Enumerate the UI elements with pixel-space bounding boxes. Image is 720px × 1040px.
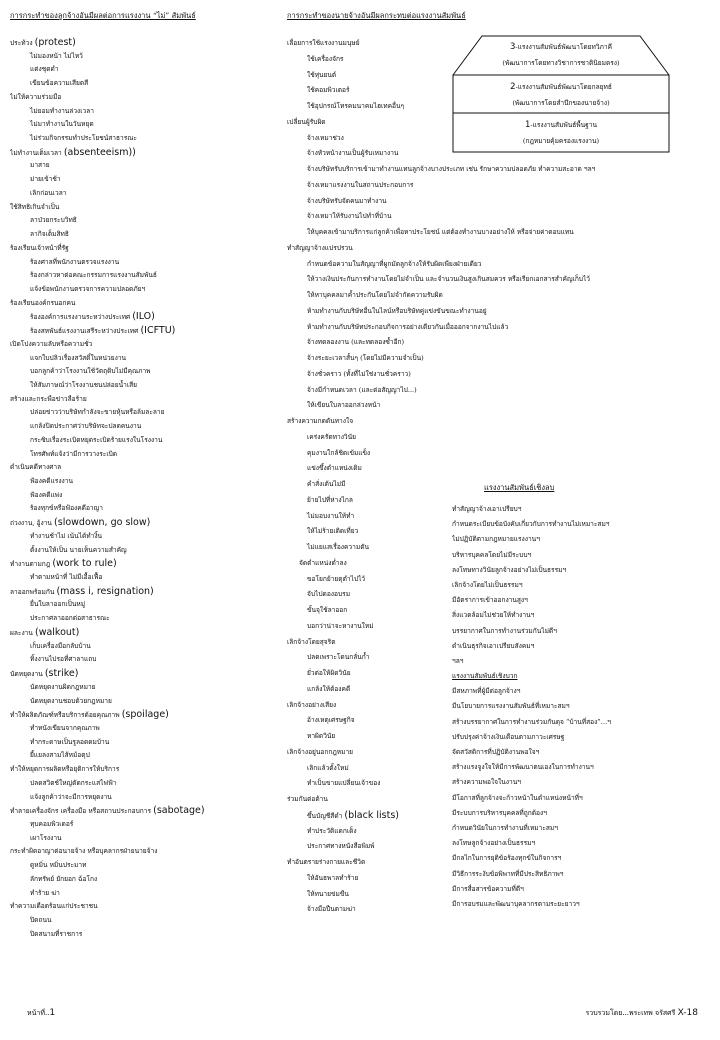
employee-action-text: ฟ้องคดีแรงงาน	[30, 477, 73, 485]
employee-action-item	[10, 63, 280, 77]
employee-action-text: ตั้งงานให้เป็น นายเห็นความสำคัญ	[30, 545, 127, 554]
employer-action-text: เลิกจ้างอยู่นอกกฎหมาย	[287, 747, 354, 756]
employee-action-heading	[10, 461, 280, 475]
employee-action-item	[10, 159, 280, 173]
employee-action-item	[10, 365, 280, 379]
employee-action-text: สร้างและกระพือข่าวลือร้าย	[10, 394, 87, 403]
employee-action-heading	[10, 338, 280, 352]
employee-action-heading	[10, 516, 280, 530]
employer-action-text: แกล้งให้ต้องคดี	[307, 684, 351, 693]
employer-action-text: หาผิดวินัย	[307, 732, 336, 740]
negative-relation-item: ฯลฯ	[452, 656, 464, 665]
employee-action-text: แกล้งปิดประกาศว่าบริษัทจะปลดคนงาน	[30, 422, 142, 431]
employer-action-item	[287, 461, 720, 477]
employee-action-text: ทุบคอมพิวเตอร์	[30, 819, 74, 828]
positive-relation-item: มีนโยบายการแรงงานสัมพันธ์ที่เหมาะสมฯ	[452, 702, 570, 711]
pyramid-level-2-title: -แรงงานสัมพันธ์พัฒนาโดยกลยุทธ์	[515, 83, 612, 91]
employee-action-item	[10, 791, 280, 805]
employer-action-text: ทำสัญญาจ้างแปรปรวน	[287, 243, 353, 252]
employee-action-heading	[10, 845, 280, 859]
employer-action-text: จ้างมือปืนตามฆ่า	[307, 905, 356, 914]
employee-action-english-term: (slowdown, go slow)	[54, 517, 151, 529]
employer-action-text: ให้อันธพาลทำร้าย	[307, 873, 359, 882]
employee-action-english-term: (protest)	[34, 37, 76, 48]
positive-relation-item: มีระบบการบริหารบุคคลที่ถูกต้องฯ	[452, 808, 547, 817]
employer-action-item	[287, 367, 720, 383]
employee-action-item	[10, 530, 280, 544]
employer-action-item	[287, 209, 720, 225]
employee-action-text: กระซิบเรื่องระเบิดหยุดระเบิดร้ายแรงในโรงงาน	[30, 435, 163, 444]
positive-relation-item: มีการสื่อสารข้อความที่ดีฯ	[452, 884, 524, 893]
positive-relation-item: กำหนดวินัยในการทำงานที่เหมาะสมฯ	[452, 823, 558, 832]
employer-action-item	[287, 383, 720, 399]
pyramid-level-3-number: 3	[509, 42, 516, 52]
employer-action-text: ปลดเพราะโดนกลั่นก้ำ	[307, 653, 370, 662]
pyramid-level-2	[452, 81, 670, 108]
relations-column	[452, 482, 702, 912]
employee-action-text: ลักทรัพย์ ยักยอก ฉ้อโกง	[30, 874, 98, 883]
employee-action-text: ร้องทุกข์หรือฟ้องคดีอาญา	[30, 504, 103, 513]
employer-action-item	[287, 257, 720, 273]
employee-action-text: ทำหนังเขียนจากคุณภาพ	[30, 723, 100, 732]
employee-action-item	[10, 187, 280, 201]
employer-action-text: ให้เขียนใบลาออกล่วงหน้า	[307, 401, 381, 410]
employee-action-item	[10, 256, 280, 270]
employer-action-text: คำสั่งเต้นไม่มี	[307, 480, 346, 488]
positive-relation-item: มีกลไกในการยุติข้อร้องทุกข์ในกิจการฯ	[452, 854, 562, 863]
employee-action-item	[10, 873, 280, 887]
employer-action-text: ขอโยกย้ายตุตำไปไว้	[307, 574, 366, 583]
employee-action-item	[10, 132, 280, 146]
positive-relations-title: แรงงานสัมพันธ์เชิงบวก	[452, 672, 518, 681]
employer-action-text: ให้บุคคลเข้ามาบริการแก่ลูกค้าเพื่อหาประโยชน์ แต่ต้องทำงานบางอย่างให้ หรือจ่ายค่าตอบแทน	[307, 228, 574, 236]
employee-action-text: ม่ายเข้าช้า	[30, 175, 61, 184]
pyramid-level-1-subtitle: (กฎหมายคุ้มครองแรงงาน)	[522, 137, 600, 145]
employee-action-item	[10, 406, 280, 420]
employee-action-text: ร้องศาลที่พนักงานตรวจแรงงาน	[30, 257, 120, 266]
employee-action-text: ร้องเรียนเจ้าหน้าที่รัฐ	[10, 243, 69, 252]
employee-action-item	[10, 832, 280, 846]
employee-action-item	[10, 118, 280, 132]
compiler-credit	[586, 1008, 699, 1019]
positive-relation-item: สร้างความพอใจในงานฯ	[452, 778, 521, 787]
employee-action-text: ไม่ร่วมกิจกรรมทำประโยชน์สาธารณะ	[30, 134, 137, 143]
employee-action-text: ให้สัมภาษณ์ว่าโรงงานชนปล่อยน้ำเสีย	[30, 380, 137, 389]
pyramid-level-3-subtitle: (พัฒนาการโดยทางวิชาการชาตินิยมตรง)	[502, 59, 620, 67]
employer-action-text: ทำเป็นขายแปลี่ยนเจ้าของ	[307, 779, 381, 788]
employer-action-text: เลิกแล้วตั้งใหม่	[307, 763, 349, 772]
employee-action-item	[10, 859, 280, 873]
employee-action-text: ไม่ยอมทำงานล่วงเวลา	[30, 106, 94, 115]
employee-action-heading	[10, 297, 280, 311]
employer-action-text: จ้างเหมาให้รับงานไปทำที่บ้าน	[307, 212, 392, 221]
employee-action-item	[10, 173, 280, 187]
employer-action-text: ย้ายไปที่ห่างไกล	[307, 495, 353, 504]
employer-action-text: เลิกจ้างโดยสุจริต	[287, 637, 336, 646]
negative-relation-item: บริหารบุคคลโดยไม่มีระบบฯ	[452, 550, 532, 559]
employee-action-item	[10, 502, 280, 516]
employee-action-item	[10, 475, 280, 489]
page-number-value: 1	[49, 1008, 56, 1018]
employee-action-item	[10, 887, 280, 901]
employee-action-item	[10, 214, 280, 228]
positive-relation-item: มีการอบรมและพัฒนาบุคลากรตามระยะยาวฯ	[452, 899, 580, 908]
negative-relation-item: ลงโทษทางวินัยลูกจ้างอย่างไม่เป็นธรรมฯ	[452, 565, 567, 574]
employee-action-text: ทำตามหน้าที่ ไม่มีเอื้อเฟื้อ	[30, 573, 103, 582]
employer-action-text: จับไปดองอบรม	[307, 590, 351, 599]
employer-action-text: คุมงานใกล้ชิดเข้มแข็ง	[307, 448, 371, 457]
employee-action-text: ร้องกล่าวหาต่อคณะกรรมการแรงงานสัมพันธ์	[30, 271, 157, 280]
employer-action-item	[287, 178, 720, 194]
pyramid-level-3	[452, 41, 670, 68]
employer-action-text: จ้างชั่วคราว (ทั้งที่ไม่ใช่งานชั่วคราว)	[307, 369, 411, 378]
employee-action-heading	[10, 708, 280, 722]
employee-action-heading	[10, 626, 280, 640]
employee-action-item	[10, 544, 280, 558]
employer-action-text: จ้างทดลองงาน (และทดลองซ้ำอีก)	[307, 338, 405, 347]
employer-action-text: ใช้หุ่นยนต์	[307, 70, 337, 79]
employer-action-item	[287, 304, 720, 320]
pyramid-level-2-number: 2	[510, 82, 516, 92]
employee-action-heading	[10, 667, 280, 681]
employer-actions-title: การกระทำของนายจ้างอันมีผลกระทบต่อแรงงานสัมพันธ์	[287, 11, 466, 20]
employee-action-text: ทำให้ผลิตภัณฑ์หรือบริการด้อยคุณภาพ	[10, 711, 120, 720]
employer-action-text: บอกว่าน่าจะหางานใหม่	[307, 621, 374, 630]
employee-action-text: ปลดสวิตช์ใหญ่ตัดกระแสไฟฟ้า	[30, 778, 117, 787]
employer-action-english-term: (black lists)	[344, 809, 399, 821]
employer-action-item	[287, 398, 720, 414]
employee-action-heading	[10, 557, 280, 571]
employee-action-item	[10, 228, 280, 242]
employer-action-item	[287, 288, 720, 304]
employer-action-text: ให้ไม่ร้ายเติดเที่ยว	[307, 527, 359, 536]
employee-action-text: แต่งชุดดำ	[30, 65, 59, 74]
employee-action-heading	[10, 242, 280, 256]
employer-action-text: จ้างหัวหน้างานเป็นผู้รับเหมางาน	[307, 149, 399, 158]
employee-action-item	[10, 105, 280, 119]
employee-action-item	[10, 695, 280, 709]
employee-action-text: ยี้แยลงสามไส้หม้อตุป	[30, 751, 90, 760]
employee-action-item	[10, 489, 280, 503]
negative-relations-title: แรงงานสัมพันธ์เชิงลบ	[484, 483, 555, 492]
employee-action-text: ร้องสหพันธ์แรงงานเสรีระหว่างประเทศ	[30, 327, 139, 336]
employee-action-item	[10, 653, 280, 667]
negative-relation-item: ทำสัญญาจ้างเอาเปรียบฯ	[452, 505, 522, 513]
employee-action-item	[10, 269, 280, 283]
employee-action-text: เปิดโปงความลับหรือความชั่ว	[10, 339, 93, 348]
employee-action-heading	[10, 393, 280, 407]
employer-action-item	[287, 225, 720, 241]
employer-action-text: ทำประวัติแดกเด็ง	[307, 826, 357, 835]
employee-action-text: ร้ององค์การแรงงานระหว่างประเทศ	[30, 313, 131, 322]
employee-action-item	[10, 283, 280, 297]
positive-relation-item: ลงโทษลูกจ้างอย่างเป็นธรรมฯ	[452, 839, 536, 848]
employee-action-item	[10, 736, 280, 750]
employee-action-english-term: (ILO)	[132, 311, 155, 323]
employer-action-text: ให้หาบุคคลมาค้ำประกันโดยไม่จำกัดความรับผิด	[307, 291, 443, 299]
positive-relation-item: มีวิธีการระงับข้อพิพาทที่มีประสิทธิภาพฯ	[452, 869, 564, 878]
employee-action-item	[10, 310, 280, 324]
employee-action-item	[10, 379, 280, 393]
employee-action-text: โทรศัพท์แจ้งว่ามีการวางระเบิด	[30, 449, 118, 458]
employee-action-text: แจกใบปลิวเรื่องสวัสดิ์ในหน่วยงาน	[30, 353, 127, 362]
employee-action-item	[10, 598, 280, 612]
employer-action-text: จ้างบริษัทรับจัดคนมาทำงาน	[307, 196, 387, 205]
employer-action-text: จ้างเหมาช่วง	[307, 133, 344, 142]
employer-action-text: สร้างความกดดันทางใจ	[287, 417, 354, 425]
employee-action-text: ทำลายเครื่องจักร เครื่องมือ หรือสถานประกอบการ	[10, 807, 152, 816]
positive-relation-item: จัดสวัสดิการที่ปฏิบัติงานพอใจฯ	[452, 748, 540, 756]
employee-action-text: ประกาศลาออกต่อสาธารณะ	[30, 614, 110, 623]
employee-action-item	[10, 448, 280, 462]
employee-action-text: ดูหมิ่น หมิ่นประมาท	[30, 861, 87, 870]
positive-relations-list	[452, 684, 702, 912]
employer-action-text: ใช้อุปกรณ์โทรคมนาคมไฮเทคอื่นๆ	[307, 102, 405, 110]
employer-action-text: เลิกจ้างอย่างเสียง	[287, 700, 337, 709]
employee-action-english-term: (work to rule)	[52, 558, 117, 570]
employee-action-heading	[10, 804, 280, 818]
negative-relations-list	[452, 502, 702, 669]
employee-action-text: ปิดสนามที่ราชการ	[30, 929, 83, 938]
employer-action-heading	[287, 241, 720, 257]
labor-relations-pyramid	[452, 35, 670, 153]
pyramid-level-3-title: -แรงงานสัมพันธ์พัฒนาโดยทวิภาคี	[515, 43, 613, 51]
page-code: X-18	[677, 1008, 698, 1018]
employer-action-text: กำหนดข้อความในสัญญาที่ผูกมัดลูกจ้างให้รับผิดเพียงฝ่ายเดียว	[307, 259, 482, 268]
employer-action-text: เคร่งครัดทางวินัย	[307, 432, 357, 441]
negative-relation-item: ดำเนินธุรกิจเอาเปรียบสังคมฯ	[452, 641, 535, 650]
employer-action-text: ไม่มอบงานให้ทำ	[307, 511, 355, 520]
employee-action-english-term: (absenteeism))	[63, 146, 136, 158]
employer-action-text: แข่งขึ้งตำแหน่งเดิม	[307, 464, 362, 473]
negative-relation-item: สิ่งแวดล้อมไม่ช่วยให้ทำงานฯ	[452, 611, 535, 620]
positive-relation-item: มีโอกาสที่ลูกจ้างจะก้าวหน้าในตำแหน่งหน้าที่ฯ	[452, 793, 583, 802]
employer-action-text: ประกาศทางหนังสือพิมพ์	[307, 842, 375, 851]
employer-action-item	[287, 272, 720, 288]
employee-action-item	[10, 571, 280, 585]
employee-action-text: ทำงานช้าไม่ เน้นได้ทำงิ้น	[30, 531, 103, 540]
employee-action-item	[10, 324, 280, 338]
employer-action-text: จ้างมีกำหนดเวลา (และต่อสัญญาไป...)	[307, 385, 417, 394]
negative-relation-item: กำหนดระเบียบข้อบังคับเกี่ยวกับการทำงานไม่เหมาะสมฯ	[452, 520, 610, 529]
employer-action-text: ขั้นจุใช้ลาออก	[307, 606, 348, 614]
employee-action-english-term: (sabotage)	[153, 805, 205, 817]
negative-relation-item: มีอัตราการเข้าออกงานสูงฯ	[452, 596, 528, 605]
positive-relation-item: สร้างบรรยากาศในการทำงานร่วมกันดุจ “บ้านที่สอง”…ฯ	[452, 717, 611, 726]
employee-action-text: ไม่มาทำงานในวันหยุด	[30, 120, 94, 129]
employee-action-heading	[10, 585, 280, 599]
employer-action-text: ร่วมกันต่อต้าน	[287, 795, 328, 803]
employee-action-item	[10, 818, 280, 832]
employee-action-text: เขียนข้อความเสียดสี	[30, 79, 89, 88]
employee-action-item	[10, 612, 280, 626]
employee-action-text: ลาป่วยกระบวิทธิ	[30, 216, 77, 225]
employer-action-text: จ้างระยะเวลาสั้นๆ (โดยไม่มีความจำเป็น)	[307, 354, 424, 362]
employee-action-text: เลิกก่อนเวลา	[30, 188, 67, 197]
positive-relation-item: มีสหภาพที่ผู้มีต่อลูกจ้างฯ	[452, 687, 521, 696]
employee-actions-column	[10, 10, 280, 941]
employee-action-heading	[10, 36, 280, 50]
employer-action-text: ยั่วต่อให้ผิดวินัย	[307, 669, 351, 677]
pyramid-level-2-subtitle: (พัฒนาการโดยสำนึกของนายจ้าง)	[512, 99, 610, 107]
page-number-label: หน้าที่..	[27, 1009, 50, 1017]
employee-action-text: ปิดถนน	[30, 916, 52, 924]
employee-action-text: ทำกระดาษเป็นรูลอดดมบ้าน	[30, 737, 110, 746]
pyramid-level-1-title: -แรงงานสัมพันธ์พื้นฐาน	[530, 121, 598, 129]
employee-action-text: ทำความเดือดร้อนแก่ประชาชน	[10, 902, 98, 911]
employer-action-text: ให้วางเงินประกันการทำงานโดยไม่จำเป็น และจำนวนเงินสูงเกินสมควร หรือเรียกเอกสารสำคัญเก็บไว้	[307, 275, 591, 284]
employee-action-item	[10, 928, 280, 942]
employee-action-text: นัดหยุดงานผิดกฎหมาย	[30, 682, 96, 691]
employee-action-english-term: (spoilage)	[121, 709, 169, 721]
employee-action-item	[10, 722, 280, 736]
employer-action-text: ห้ามทำงานกับบริษัทอื่นในไลน์หรือบริษัทคู่แข่งขันขณะทำงานอยู่	[307, 306, 487, 315]
positive-relation-item: ปรับปรุงค่าจ้างเงินเดือนตามภาวะเศรษฐ	[452, 732, 565, 741]
employee-action-text: ประท้วง	[10, 39, 33, 47]
employee-action-heading	[10, 763, 280, 777]
employer-action-item	[287, 320, 720, 336]
employee-action-item	[10, 914, 280, 928]
employee-action-item	[10, 77, 280, 91]
employee-action-english-term: (walkout)	[35, 626, 80, 638]
employer-action-heading	[287, 414, 720, 430]
employer-action-item	[287, 351, 720, 367]
employee-action-heading	[10, 91, 280, 105]
employee-action-text: ไม่ให้ความร่วมมือ	[10, 92, 62, 101]
employer-action-text: จ้างบริษัทรับบริการเข้ามาทำงานแทนลูกจ้างบางประเภท เช่น รักษาความปลอดภัย ทำความสะอาด ฯลฯ	[307, 165, 596, 173]
employee-action-english-term: (ICFTU)	[140, 325, 176, 337]
employee-action-heading	[10, 201, 280, 215]
employee-action-text: ถ่วงงาน, อู้งาน	[10, 519, 52, 528]
pyramid-level-1	[452, 119, 670, 146]
positive-relation-item: สร้างแรงจูงใจให้มีการพัฒนาตนเองในการทำงานฯ	[452, 763, 594, 772]
employer-action-item	[287, 335, 720, 351]
employee-action-text: ทำงานตามกฎ	[10, 560, 51, 569]
pyramid-level-1-number: 1	[524, 120, 531, 130]
employer-action-text: อ้างเหตุเศรษฐกิจ	[307, 716, 355, 725]
employer-action-text: ให้ทนายข่มขืน	[307, 889, 349, 898]
employee-action-item	[10, 352, 280, 366]
employee-action-text: ปล่อยข่าวว่าบริษัทกำลังจะขายหุ้นหรือล้มละลาย	[30, 408, 165, 417]
employer-action-item	[287, 162, 720, 178]
employee-action-heading	[10, 146, 280, 160]
employee-action-text: ลาออกพร้อมกัน	[10, 587, 55, 596]
employee-action-text: แจ้งข้อพนักงานตรวจการความปลอดภัยฯ	[30, 284, 146, 293]
employee-action-english-term: (strike)	[44, 668, 79, 680]
employee-action-text: ทิ้งงานไปรอที่ศาลาแถบ	[30, 655, 97, 664]
employee-action-text: กระทำผิดอาญาต่อนายจ้าง หรือบุคลากรฝ่ายนายจ้าง	[10, 847, 158, 856]
employer-action-item	[287, 430, 720, 446]
employer-action-item	[287, 194, 720, 210]
employer-action-text: ใช้เครื่องจักร	[307, 54, 344, 63]
employer-action-text: ทำอันตรายร่างกายและชีวิต	[287, 858, 366, 866]
employee-action-text: เผาโรงงาน	[30, 833, 62, 842]
employee-action-text: ใช้สิทธิเกินจำเป็น	[10, 202, 60, 211]
employee-action-text: นัดหยุดงาน	[10, 670, 43, 679]
employee-action-text: ลากิจเต็มสิทธิ	[30, 230, 69, 239]
employee-action-text: ดำเนินคดีทางศาล	[10, 463, 62, 472]
employee-action-text: นัดหยุดงานชอบด้วยกฎหมาย	[30, 696, 112, 705]
employer-action-text: เลื่อยการใช้แรงงานมนุษย์	[287, 39, 360, 47]
employee-action-item	[10, 681, 280, 695]
employee-action-text: ทำร้าย ฆ่า	[30, 888, 60, 897]
employee-action-heading	[10, 900, 280, 914]
employer-action-item	[287, 446, 720, 462]
employee-action-item	[10, 434, 280, 448]
compiler-name: รวบรวมโดย...พระเทพ จรัสศรี	[585, 1009, 676, 1017]
employee-action-text: ผละงาน	[10, 628, 33, 637]
employee-actions-list	[10, 36, 280, 941]
employer-action-text: เปลี่ยนผู้รับผิด	[287, 117, 326, 126]
employee-action-text: บอกลูกค้าว่าโรงงานใช้วัตถุดิบไม่มีคุณภาพ	[30, 367, 151, 376]
employer-action-text: ใช้คอมพิวเตอร์	[307, 86, 350, 95]
employer-action-text: จัดตำแหน่งต่ำลง	[299, 558, 347, 567]
employee-action-text: เก็บเครื่องมือกลับบ้าน	[30, 641, 91, 650]
employee-action-text: ทำให้หยุดการผลิตหรือยุติการให้บริการ	[10, 765, 120, 774]
employer-action-text: ขึ้นบัญชีสีดำ	[307, 811, 343, 820]
employee-action-text: ร้องเรียนองค์กรนอกคน	[10, 298, 76, 307]
employee-action-item	[10, 640, 280, 654]
employee-actions-title: การกระทำของลูกจ้างอันมีผลต่อการแรงงาน “ไม่” สัมพันธ์	[10, 11, 196, 20]
employee-action-item	[10, 777, 280, 791]
page-number	[27, 1008, 55, 1019]
employee-action-text: ไม่มองหน้า ไม่ไหว้	[30, 51, 83, 60]
employer-action-text: จ้างเหมาแรงงานในสถานประกอบการ	[307, 180, 414, 189]
employee-action-text: ยื่นใบลาออกเป็นหมู่	[30, 600, 86, 609]
negative-relation-item: เลิกจ้างโดยไม่เป็นธรรมฯ	[452, 580, 523, 589]
employer-action-text: ห้ามทำงานกับบริษัทประกอบกิจการอย่างเดียวกันเมื่อออกจากงานไปแล้ว	[307, 322, 509, 331]
employee-action-text: ฟ้องคดีแพ่ง	[30, 490, 63, 499]
employee-action-text: แจ้งลูกค้าว่าจะมีการหยุดงาน	[30, 792, 112, 801]
employee-action-item	[10, 420, 280, 434]
negative-relation-item: ไม่ปฏิบัติตามกฎหมายแรงงานฯ	[452, 535, 540, 544]
employee-action-text: ไม่ทำงานเต็มเวลา	[10, 148, 62, 157]
negative-relation-item: บรรยากาศในการทำงานร่วมกันไม่ดีฯ	[452, 626, 557, 635]
employee-action-text: มาสาย	[30, 161, 50, 170]
employee-action-item	[10, 749, 280, 763]
employee-action-item	[10, 50, 280, 64]
employee-action-english-term: (mass i, resignation)	[56, 585, 154, 597]
employer-action-text: ไม่แยแสเรื่องความตัน	[307, 543, 369, 551]
